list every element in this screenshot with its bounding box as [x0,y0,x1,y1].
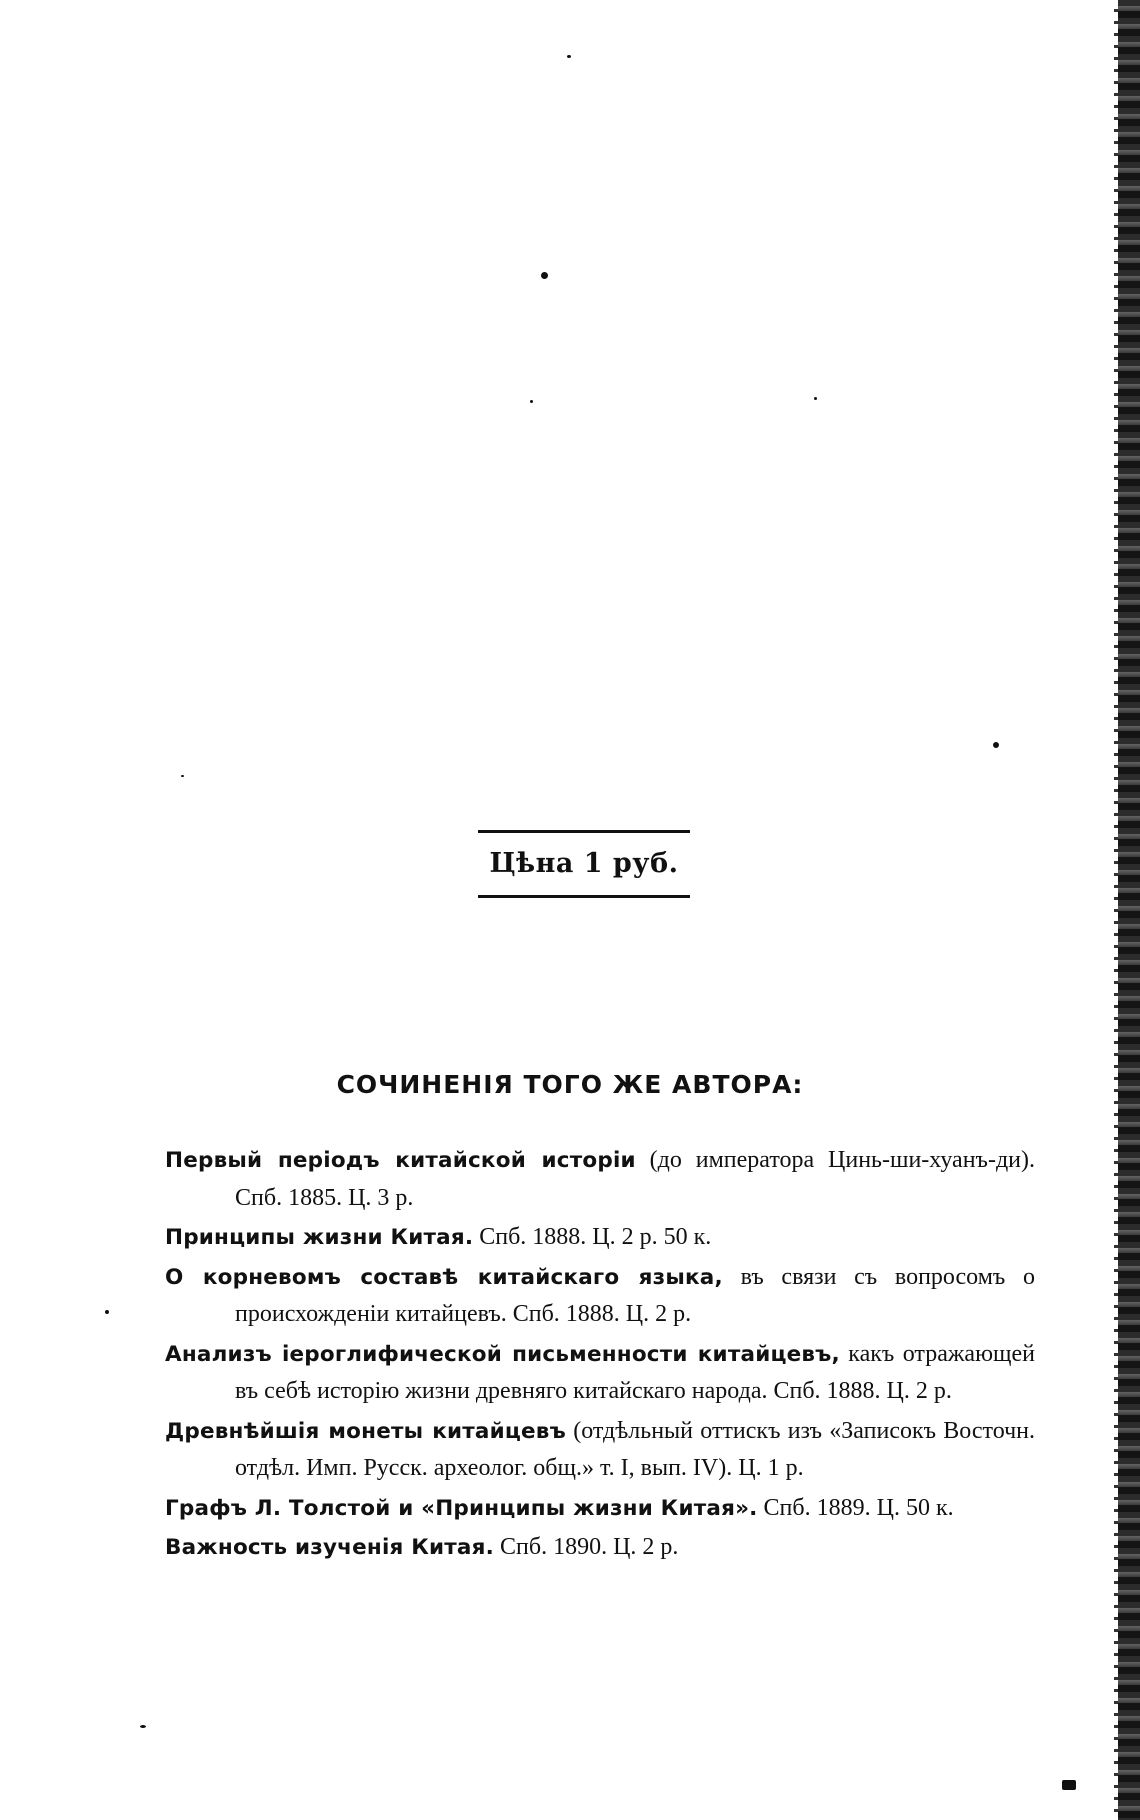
work-details: въ связи съ вопросомъ о происхожденіи китайцевъ. Спб. 1888. Ц. 2 р. [235,1263,1035,1327]
work-item [165,1219,1035,1257]
scan-speck [541,272,548,279]
work-item [165,1259,1035,1334]
work-title: О корневомъ составѣ китайскаго языка, [165,1264,723,1290]
work-title: Графъ Л. Толстой и «Принципы жизни Китая». [165,1495,758,1521]
price-box [478,830,690,898]
work-details: (отдѣльный оттискъ изъ «Записокъ Восточн. отдѣл. Имп. Русск. археолог. общ.» т. I, вып. IV). Ц. 1 р. [235,1417,1035,1481]
scan-edge-noise [1114,0,1118,1820]
work-details: (до императора Цинь-ши-хуанъ-ди). Спб. 1885. Ц. 3 р. [235,1147,1036,1211]
work-details: Спб. 1890. Ц. 2 р. [494,1534,679,1560]
scan-speck [140,1725,146,1728]
works-list [165,1142,1035,1569]
scan-edge-shadow [1118,0,1140,1820]
work-details: Спб. 1888. Ц. 2 р. 50 к. [473,1224,712,1250]
scan-speck [181,775,184,777]
work-item [165,1336,1035,1411]
work-item [165,1142,1035,1217]
scan-speck [105,1310,109,1314]
work-title: Первый періодъ китайской исторіи [165,1148,636,1173]
scan-speck [814,397,817,400]
work-title: Древнѣйшія монеты китайцевъ [165,1418,566,1444]
work-title: Принципы жизни Китая. [165,1225,474,1250]
work-item [165,1529,1035,1567]
scan-speck [1062,1780,1076,1790]
scan-speck [993,742,999,748]
work-title: Важность изученія Китая. [165,1535,495,1560]
work-details: какъ отражающей въ себѣ исторію жизни древняго китайскаго народа. Спб. 1888. Ц. 2 р. [235,1340,1035,1404]
scan-speck [530,400,533,403]
works-heading: СОЧИНЕНІЯ ТОГО ЖЕ АВТОРА: [336,1070,804,1099]
scan-speck [567,55,571,58]
work-details: Спб. 1889. Ц. 50 к. [757,1494,954,1521]
work-item [165,1490,1035,1528]
price-label: Цѣна 1 руб. [489,848,679,879]
work-title: Анализъ іероглифической письменности китайцевъ, [165,1341,840,1367]
work-item [165,1413,1035,1488]
